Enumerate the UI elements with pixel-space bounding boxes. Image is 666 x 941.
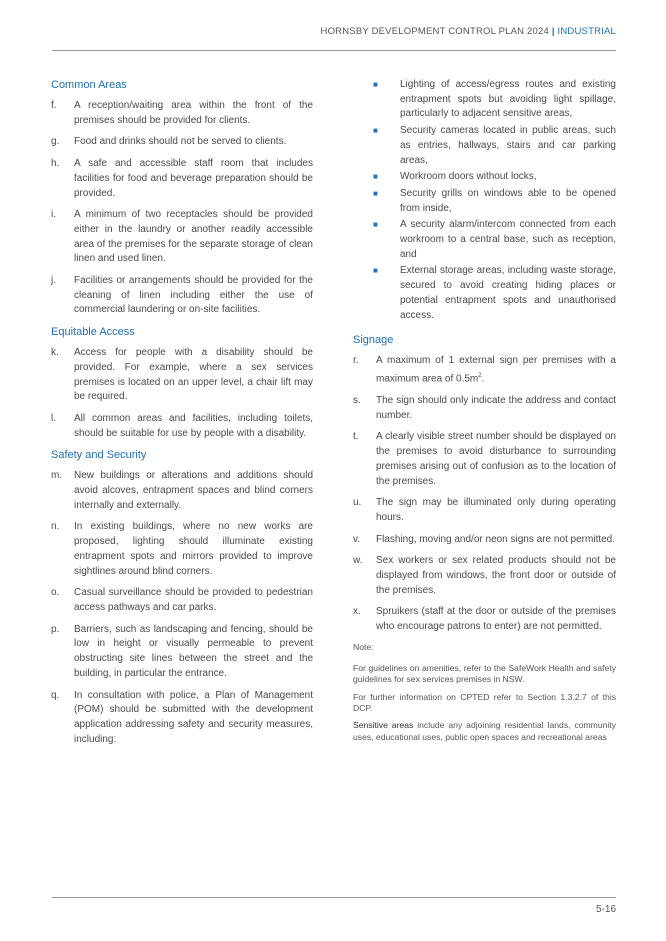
item-text: All common areas and facilities, including toilets, should be suitable for use by people with a disability. [74, 412, 313, 439]
item-label: n. [51, 521, 60, 533]
item-label: j. [51, 275, 56, 287]
list-item [353, 605, 616, 634]
header-separator: | [551, 26, 555, 37]
list-item [51, 157, 313, 201]
bullet-text: A security alarm/intercom connected from each workroom to a central base, such as reception, and [400, 219, 616, 260]
list-item [51, 689, 313, 748]
item-label: w. [353, 555, 363, 567]
item-text: New buildings or alterations and additions should avoid alcoves, entrapment spaces and blind corners internally and externally. [74, 470, 313, 511]
item-label: x. [353, 606, 361, 618]
bullet-item [373, 187, 616, 216]
item-text: Access for people with a disability should be provided. For example, where a sex services premises is located on an upper level, a chair lift may be required. [74, 347, 313, 403]
item-label: l. [51, 412, 56, 424]
running-header [321, 26, 616, 37]
item-text: Casual surveillance should be provided to pedestrian access pathways and car parks. [74, 587, 313, 613]
list-item [353, 394, 616, 423]
right-column [353, 78, 616, 749]
list-item [51, 586, 313, 615]
item-text: Spruikers (staff at the door or outside of the premises who encourage patrons to enter) are not permitted. [376, 606, 616, 633]
list-item [51, 135, 313, 150]
bullet-square-icon: ■ [373, 80, 378, 89]
security-measures-list [373, 78, 616, 323]
heading-safety-security: Safety and Security [51, 449, 147, 462]
item-text: A clearly visible street number should be displayed on the premises to avoid disturbance to surrounding premises arising out of confusion as to the location of the premises. [376, 431, 616, 487]
list-item [51, 469, 313, 513]
item-label: s. [353, 394, 361, 406]
list-item [51, 274, 313, 318]
left-column [51, 78, 313, 754]
defined-term: Sensitive areas [353, 720, 414, 731]
item-label: k. [51, 347, 59, 359]
item-text-suffix: . [481, 373, 485, 385]
superscript: 2 [478, 372, 482, 379]
footer-rule [52, 897, 616, 898]
item-text: Barriers, such as landscaping and fencing, should be low in height or visually permeable to prevent obstructing site lines between the street and the building, in particular the entrance. [74, 623, 313, 679]
list-item [51, 346, 313, 405]
bullet-text: Security cameras located in public areas, such as entries, hallways, stairs and car parking areas, [400, 125, 616, 166]
item-text: Sex workers or sex related products should not be displayed from windows, the front door or outside of the premises. [376, 555, 616, 596]
list-item [51, 520, 313, 579]
heading-equitable-access: Equitable Access [51, 326, 135, 339]
item-text: In existing buildings, where no new works are proposed, lighting should illuminate existing entrapment spots and mirrors provided to improve sightlines around blind corners. [74, 521, 313, 577]
item-label: r. [353, 355, 359, 367]
item-text: Food and drinks should not be served to clients. [74, 136, 287, 148]
item-label: v. [353, 533, 361, 545]
item-label: q. [51, 689, 60, 701]
bullet-square-icon: ■ [373, 188, 378, 198]
bullet-square-icon: ■ [373, 266, 378, 276]
item-text: Flashing, moving and/or neon signs are not permitted. [376, 533, 616, 545]
bullet-square-icon: ■ [373, 126, 378, 136]
item-label: f. [51, 100, 57, 111]
section-name: INDUSTRIAL [557, 26, 616, 37]
item-text: In consultation with police, a Plan of Management (POM) should be submitted with the development application addressing safety and security measures, including: [74, 689, 313, 745]
bullet-square-icon: ■ [373, 172, 378, 182]
note-paragraph: For further information on CPTED refer to Section 1.3.2.7 of this DCP. [353, 691, 616, 714]
item-label: g. [51, 136, 60, 148]
bullet-item [373, 170, 616, 185]
item-label: p. [51, 623, 60, 635]
item-text-main: A maximum of 1 external sign per premises with a maximum area of 0.5m [376, 355, 616, 385]
definition-text: include any adjoining residential lands, community uses, educational uses, public open spaces and recreational areas [353, 720, 616, 742]
bullet-item [373, 218, 616, 262]
item-label: h. [51, 158, 60, 170]
item-text: A safe and accessible staff room that includes facilities for food and beverage preparation should be provided. [74, 158, 313, 199]
bullet-square-icon: ■ [373, 220, 378, 230]
bullet-text: External storage areas, including waste storage, secured to avoid creating hiding places or potential entrapment spots and unauthorised access. [400, 265, 616, 321]
bullet-text: Security grills on windows able to be opened from inside, [400, 187, 616, 214]
note-definition [353, 720, 616, 743]
item-text: Facilities or arrangements should be provided for the cleaning of linen including either the use of commercial laundering or on-site facilities. [74, 275, 313, 316]
list-item [353, 430, 616, 489]
heading-signage: Signage [353, 334, 394, 347]
list-item [51, 623, 313, 682]
heading-common-areas: Common Areas [51, 79, 127, 91]
item-text: A reception/waiting area within the front of the premises should be provided for clients. [74, 100, 313, 126]
list-item [51, 208, 313, 267]
list-item [51, 412, 313, 441]
bullet-text: Lighting of access/egress routes and existing entrapment spots but avoiding light spillage, particularly to adjacent sensitive areas, [400, 79, 616, 120]
bullet-item [373, 264, 616, 323]
list-item [353, 554, 616, 598]
list-item [353, 354, 616, 387]
bullet-item [373, 124, 616, 168]
item-text: A minimum of two receptacles should be provided either in the laundry or another readily accessible area of the premises for the separate storage of clean linen and used linen. [74, 209, 313, 265]
item-label: m. [51, 470, 63, 482]
list-item [353, 533, 616, 548]
item-label: o. [51, 587, 60, 599]
bullet-text: Workroom doors without locks, [400, 171, 537, 183]
note-label: Note: [353, 641, 374, 652]
item-text: The sign may be illuminated only during operating hours. [376, 497, 616, 523]
header-rule [52, 50, 616, 51]
item-label: t. [353, 431, 359, 443]
document-title: HORNSBY DEVELOPMENT CONTROL PLAN 2024 [320, 26, 549, 37]
item-text: The sign should only indicate the address and contact number. [376, 394, 616, 421]
item-label: i. [51, 209, 56, 221]
note-paragraph: For guidelines on amenities, refer to the SafeWork Health and safety guidelines for sex services premises in NSW. [353, 663, 616, 685]
list-item [51, 99, 313, 128]
page-number: 5-16 [595, 904, 616, 915]
item-text [376, 354, 616, 387]
item-label: u. [353, 497, 362, 509]
list-item [353, 496, 616, 525]
bullet-item [373, 78, 616, 122]
